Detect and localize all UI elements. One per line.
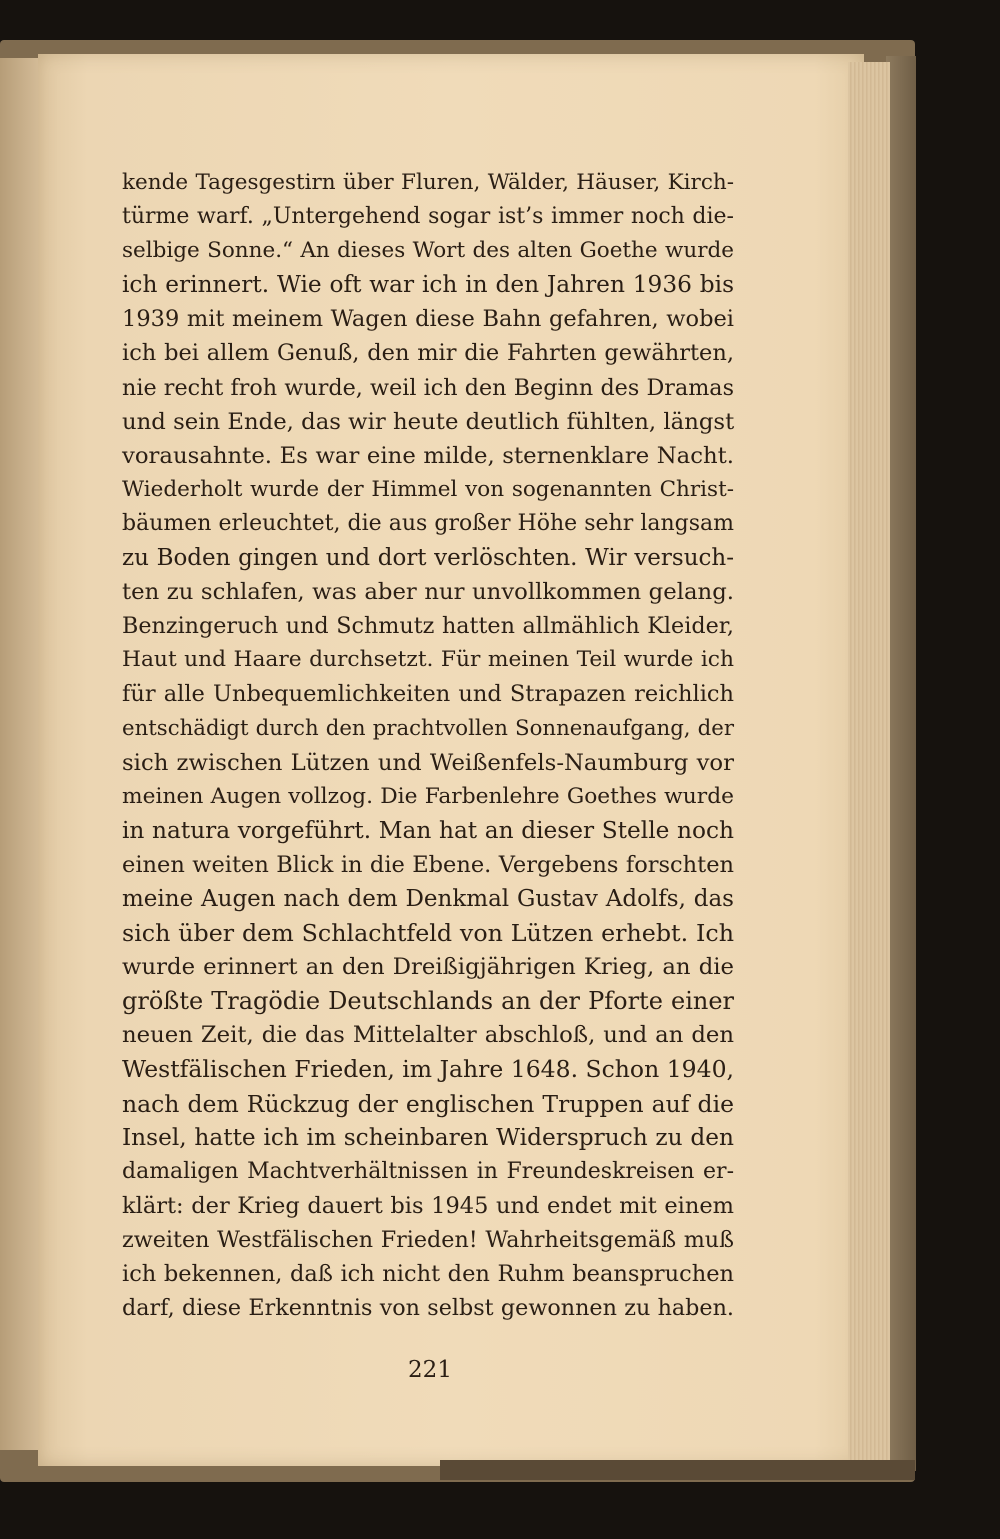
body-text [122,166,734,1325]
text-line: neuen Zeit, die das Mittelalter abschloß, und an den [122,1022,734,1049]
text-line: vorausahnte. Es war eine milde, sternenklare Nacht. [122,442,734,469]
text-line: für alle Unbequemlichkeiten und Strapazen reichlich [122,681,734,708]
text-line: klärt: der Krieg dauert bis 1945 und endet mit einem [122,1192,734,1219]
text-line: selbige Sonne.“ An dieses Wort des alten Goethe wurde [122,238,734,264]
text-line: Haut und Haare durchsetzt. Für meinen Teil wurde ich [122,647,734,673]
text-line: 1939 mit meinem Wagen diese Bahn gefahren, wobei [122,306,734,333]
text-line: nie recht froh wurde, weil ich den Beginn des Dramas [122,374,734,401]
text-line: kende Tagesgestirn über Fluren, Wälder, Häuser, Kirch- [122,170,734,195]
page-number-container [0,1357,1000,1383]
text-line: bäumen erleuchtet, die aus großer Höhe sehr langsam [122,510,734,536]
text-line: zweiten Westfälischen Frieden! Wahrheitsgemäß muß [122,1226,734,1253]
text-line: wurde erinnert an den Dreißigjährigen Krieg, an die [122,954,734,981]
text-line: meinen Augen vollzog. Die Farbenlehre Goethes wurde [122,783,734,809]
text-line: in natura vorgeführt. Man hat an dieser Stelle noch [122,816,734,844]
text-line: ich bekennen, daß ich nicht den Ruhm beanspruchen [122,1261,734,1287]
text-line: und sein Ende, das wir heute deutlich fühlten, längst [122,408,735,435]
text-line: ten zu schlafen, was aber nur unvollkommen gelang. [122,579,734,606]
shadow-band [440,1460,915,1480]
text-line: ich bei allem Genuß, den mir die Fahrten gewährten, [122,340,734,367]
text-line: türme warf. „Untergehend sogar ist’s immer noch die- [122,204,734,230]
text-line: entschädigt durch den prachtvollen Sonnenaufgang, der [122,715,734,741]
text-line: sich über dem Schlachtfeld von Lützen erhebt. Ich [122,919,734,948]
text-line: zu Boden gingen und dort verlöschten. Wir versuch- [122,545,734,572]
text-line: sich zwischen Lützen und Weißenfels-Naumburg vor [122,749,734,776]
text-line: ich erinnert. Wie oft war ich in den Jahren 1936 bis [122,271,734,299]
text-line: Wiederholt wurde der Himmel von sogenannten Christ- [122,476,734,502]
page-edges [848,62,890,1462]
text-line: Benzingeruch und Schmutz hatten allmählich Kleider, [122,613,734,640]
page-number: 221 [408,1357,452,1383]
text-line: einen weiten Blick in die Ebene. Vergebens forschten [122,851,734,878]
text-line: meine Augen nach dem Denkmal Gustav Adolfs, das [122,885,734,912]
text-line: nach dem Rückzug der englischen Truppen auf die [122,1089,734,1118]
text-line: Insel, hatte ich im scheinbaren Widerspruch zu den [122,1123,734,1151]
text-line: Westfälischen Frieden, im Jahre 1648. Schon 1940, [122,1055,734,1084]
text-line: darf, diese Erkenntnis von selbst gewonnen zu haben. [122,1295,734,1322]
text-line: größte Tragödie Deutschlands an der Pforte einer [122,987,734,1016]
cover-edge [886,56,916,1471]
text-line: damaligen Machtverhältnissen in Freundeskreisen er- [122,1158,734,1184]
